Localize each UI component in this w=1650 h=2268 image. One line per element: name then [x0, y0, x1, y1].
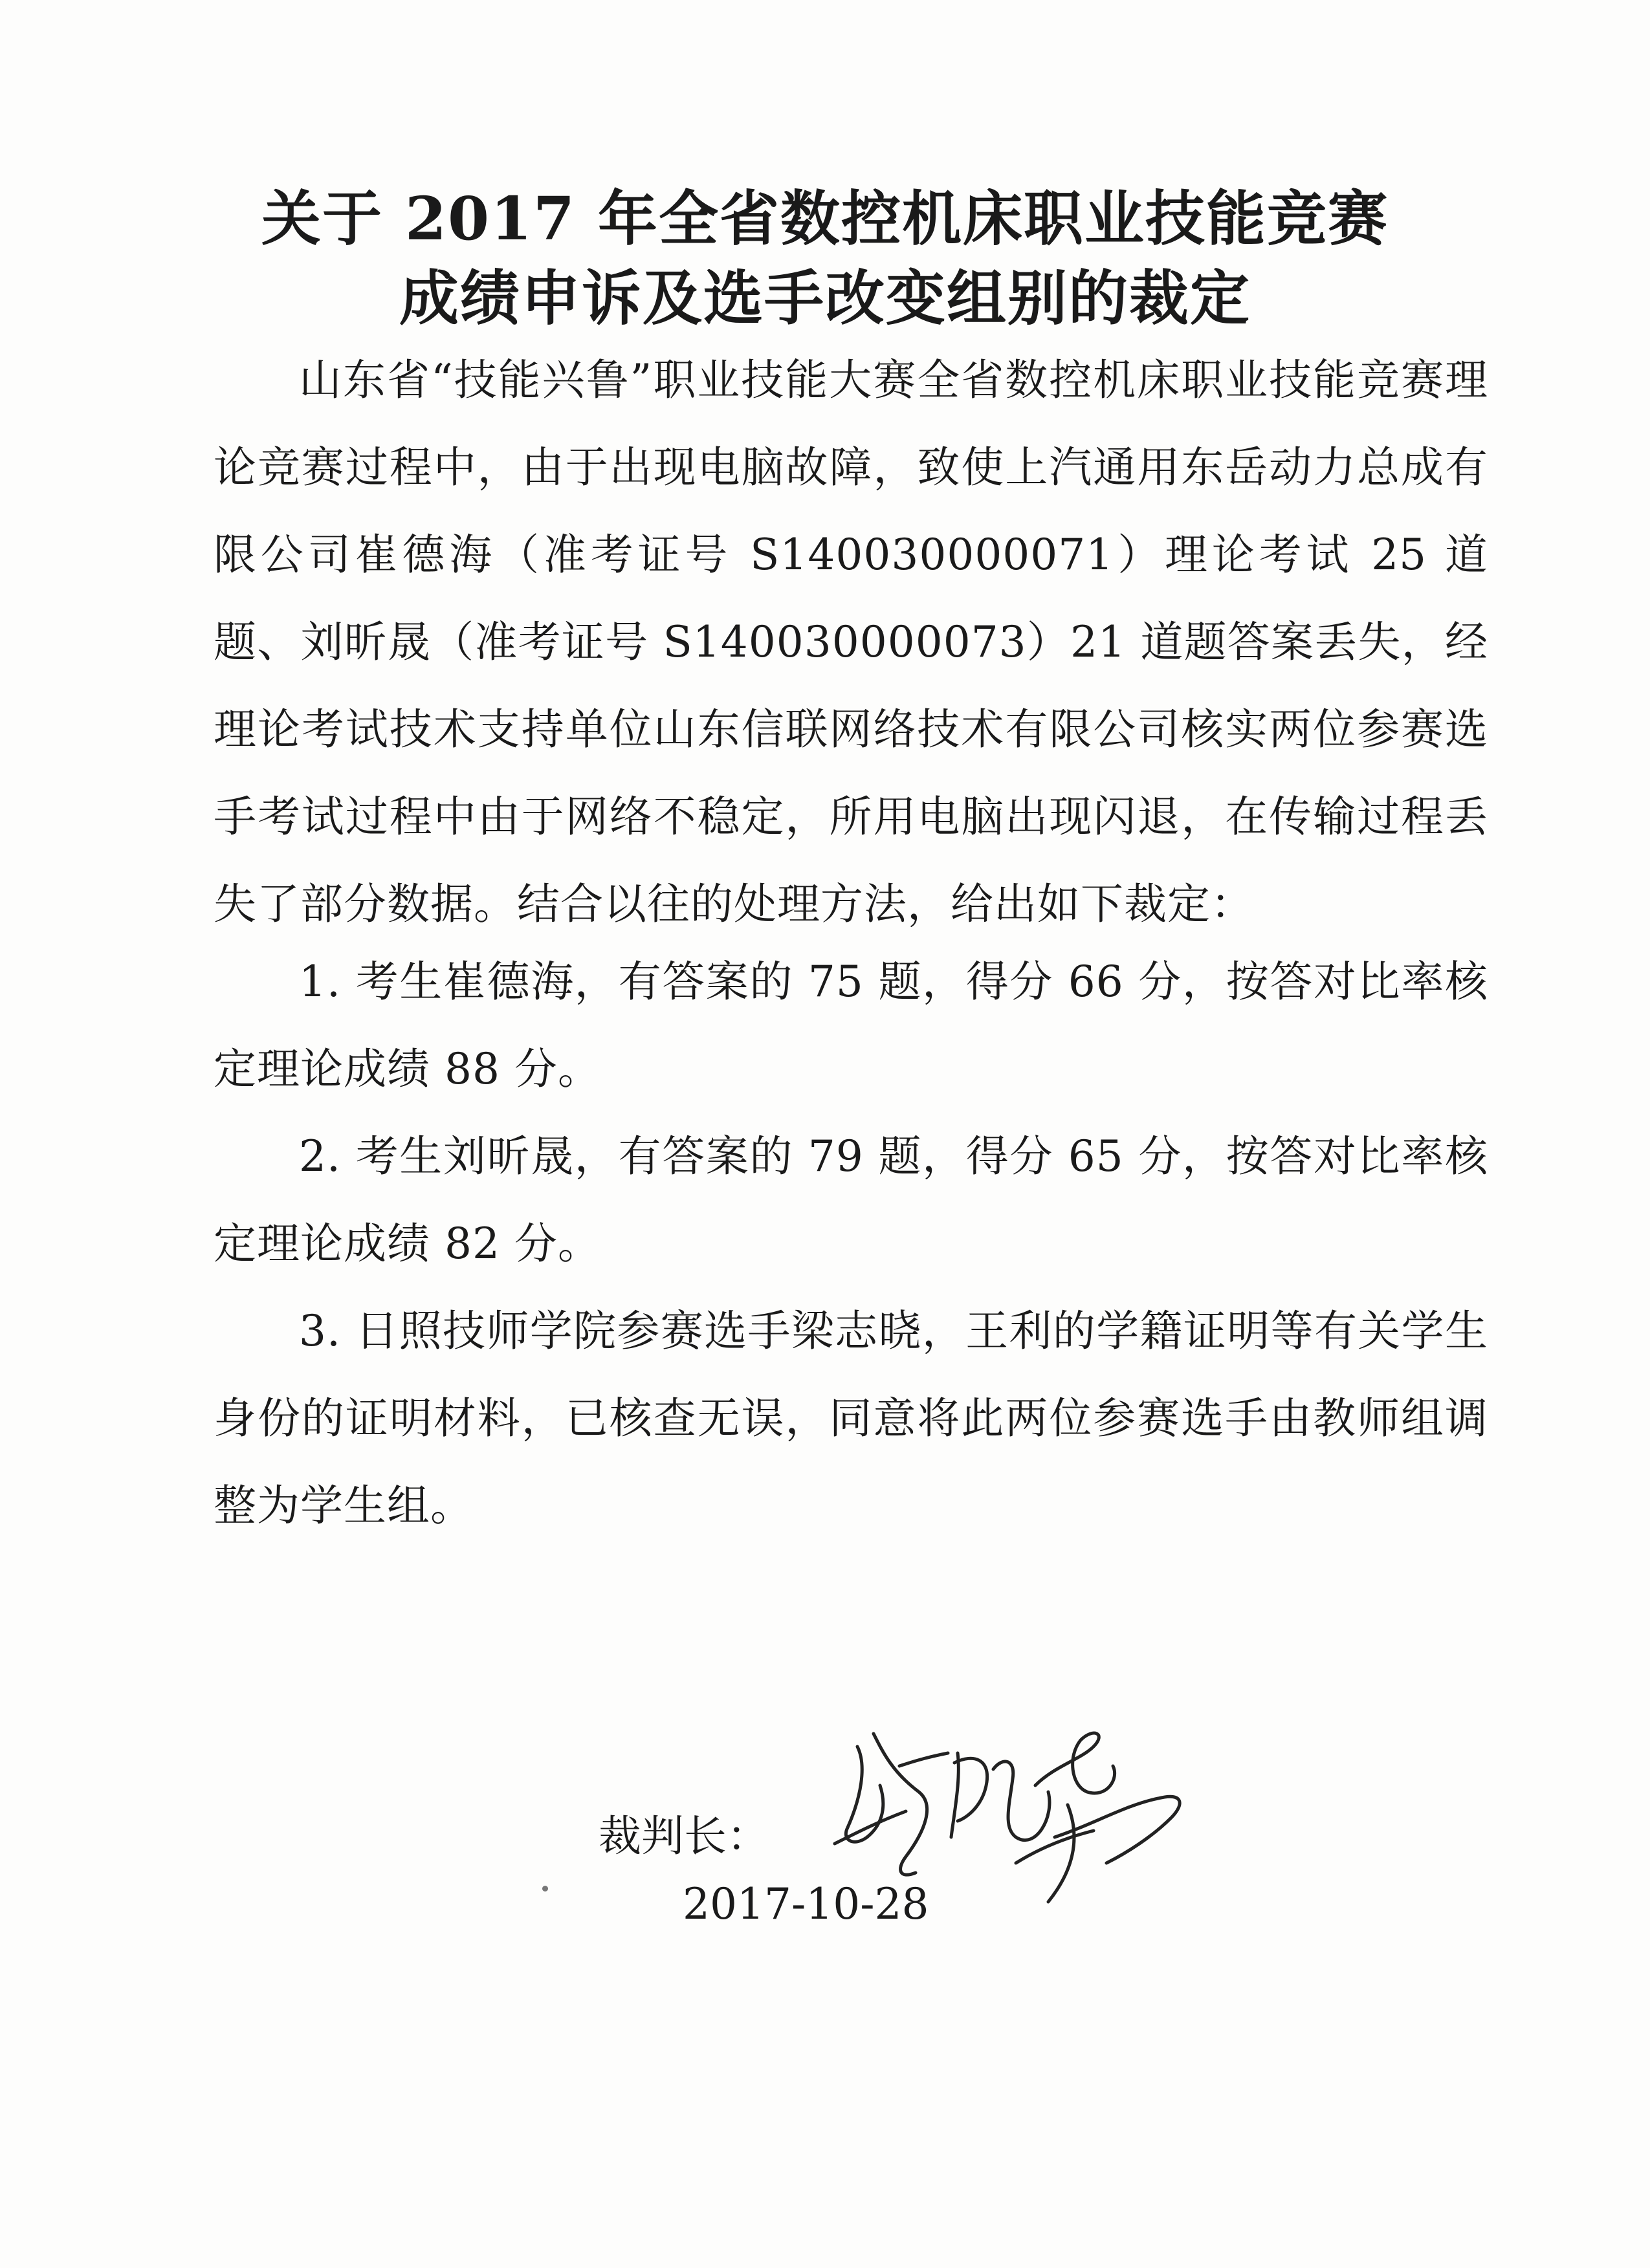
document-title-line-2: 成绩申诉及选手改变组别的裁定	[399, 263, 1251, 333]
ruling-item-1: 1. 考生崔德海，有答案的 75 题，得分 66 分，按答对比率核定理论成绩 88 分。	[214, 957, 1488, 1094]
ruling-item-2: 2. 考生刘昕晟，有答案的 79 题，得分 65 分，按答对比率核定理论成绩 82 分。	[214, 1131, 1488, 1269]
ruling-item-3: 3. 日照技师学院参赛选手梁志晓，王利的学籍证明等有关学生身份的证明材料，已核查无误，同意将此两位参赛选手由教师组调整为学生组。	[214, 1306, 1488, 1531]
document-title-line-1: 关于 2017 年全省数控机床职业技能竞赛	[261, 184, 1389, 254]
document-date: 2017-10-28	[683, 1879, 929, 1929]
paper-speck	[542, 1886, 548, 1892]
intro-paragraph: 山东省“技能兴鲁”职业技能大赛全省数控机床职业技能竞赛理论竞赛过程中，由于出现电脑故障，致使上汽通用东岳动力总成有限公司崔德海（准考证号 S140030000071）理论考试 25 道题、刘昕晟（准考证号 S140030000073）21 道题答案丢失，经理论考试技术支持单位山东信联网络技术有限公司核实两位参赛选手考试过程中由于网络不稳定，所用电脑出现闪退，在传输过程丢失了部分数据。结合以往的处理方法，给出如下裁定：	[214, 355, 1488, 929]
signature-label: 裁判长：	[599, 1811, 769, 1861]
